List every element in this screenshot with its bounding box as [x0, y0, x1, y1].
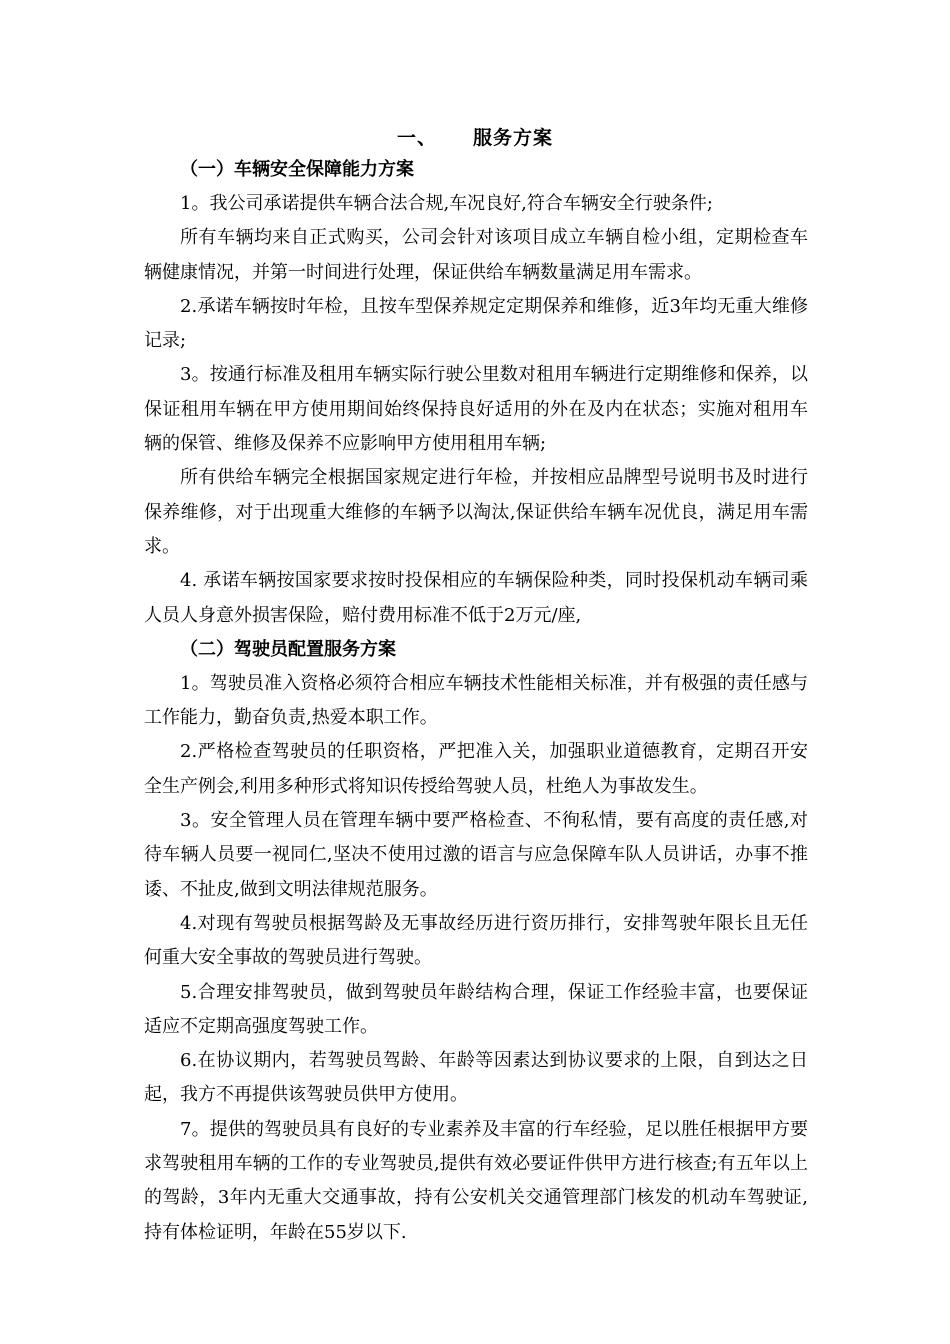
paragraph: 5.合理安排驾驶员，做到驾驶员年龄结构合理，保证工作经验丰富，也要保证适应不定期高强度驾驶工作。	[144, 981, 808, 1037]
paragraph: 3。安全管理人员在管理车辆中要严格检查、不徇私情，要有高度的责任感,对待车辆人员要一视同仁,坚决不使用过激的语言与应急保障车队人员讲话，办事不推诿、不扯皮,做到文明法律规范服务。	[144, 810, 808, 900]
section-heading: （一）车辆安全保障能力方案	[180, 159, 414, 180]
section-heading: （二）驾驶员配置服务方案	[180, 638, 396, 660]
paragraph: 6.在协议期内，若驾驶员驾龄、年龄等因素达到协议要求的上限，自到达之日起，我方不再提供该驾驶员供甲方使用。	[144, 1050, 808, 1106]
paragraph: 7。提供的驾驶员具有良好的专业素养及丰富的行车经验，足以胜任根据甲方要求驾驶租用车辆的工作的专业驾驶员,提供有效必要证件供甲方进行核查;有五年以上的驾龄，3年内无重大交通事故，持有公安机关交通管理部门核发的机动车驾驶证,持有体检证明，年龄在55岁以下.	[144, 1118, 808, 1243]
paragraph: 所有车辆均来自正式购买，公司会针对该项目成立车辆自检小组，定期检查车辆健康情况，并第一时间进行处理，保证供给车辆数量满足用车需求。	[144, 227, 808, 283]
paragraph: 1。驾驶员准入资格必须符合相应车辆技术性能相关标准，并有极强的责任感与工作能力，勤奋负责,热爱本职工作。	[144, 672, 808, 729]
paragraph: 1。我公司承诺提供车辆合法合规,车况良好,符合车辆安全行驶条件;	[180, 193, 713, 214]
title-number: 一、	[396, 127, 437, 149]
paragraph: 4.对现有驾驶员根据驾龄及无事故经历进行资历排行，安排驾驶年限长且无任何重大安全事故的驾驶员进行驾驶。	[144, 912, 808, 969]
document-body	[144, 153, 808, 1250]
title-text: 服务方案	[473, 127, 554, 149]
paragraph: 2.承诺车辆按时年检，且按车型保养规定定期保养和维修，近3年均无重大维修记录;	[144, 295, 808, 352]
section-driver-config	[144, 633, 808, 1250]
paragraph: 4. 承诺车辆按国家要求按时投保相应的车辆保险种类，同时投保机动车辆司乘人员人身意外损害保险，赔付费用标准不低于2万元/座,	[144, 570, 808, 626]
paragraph: 3。按通行标准及租用车辆实际行驶公里数对租用车辆进行定期维修和保养，以保证租用车辆在甲方使用期间始终保持良好适用的外在及内在状态；实施对租用车辆的保管、维修及保养不应影响甲方使用租用车辆;	[144, 364, 808, 455]
paragraph: 2.严格检查驾驶员的任职资格，严把准入关，加强职业道德教育，定期召开安全生产例会,利用多种形式将知识传授给驾驶人员，杜绝人为事故发生。	[144, 741, 808, 797]
paragraph: 所有供给车辆完全根据国家规定进行年检，并按相应品牌型号说明书及时进行保养维修，对于出现重大维修的车辆予以淘汰,保证供给车辆车况优良，满足用车需求。	[144, 467, 808, 557]
section-vehicle-safety	[144, 153, 808, 633]
document-title	[0, 124, 950, 152]
